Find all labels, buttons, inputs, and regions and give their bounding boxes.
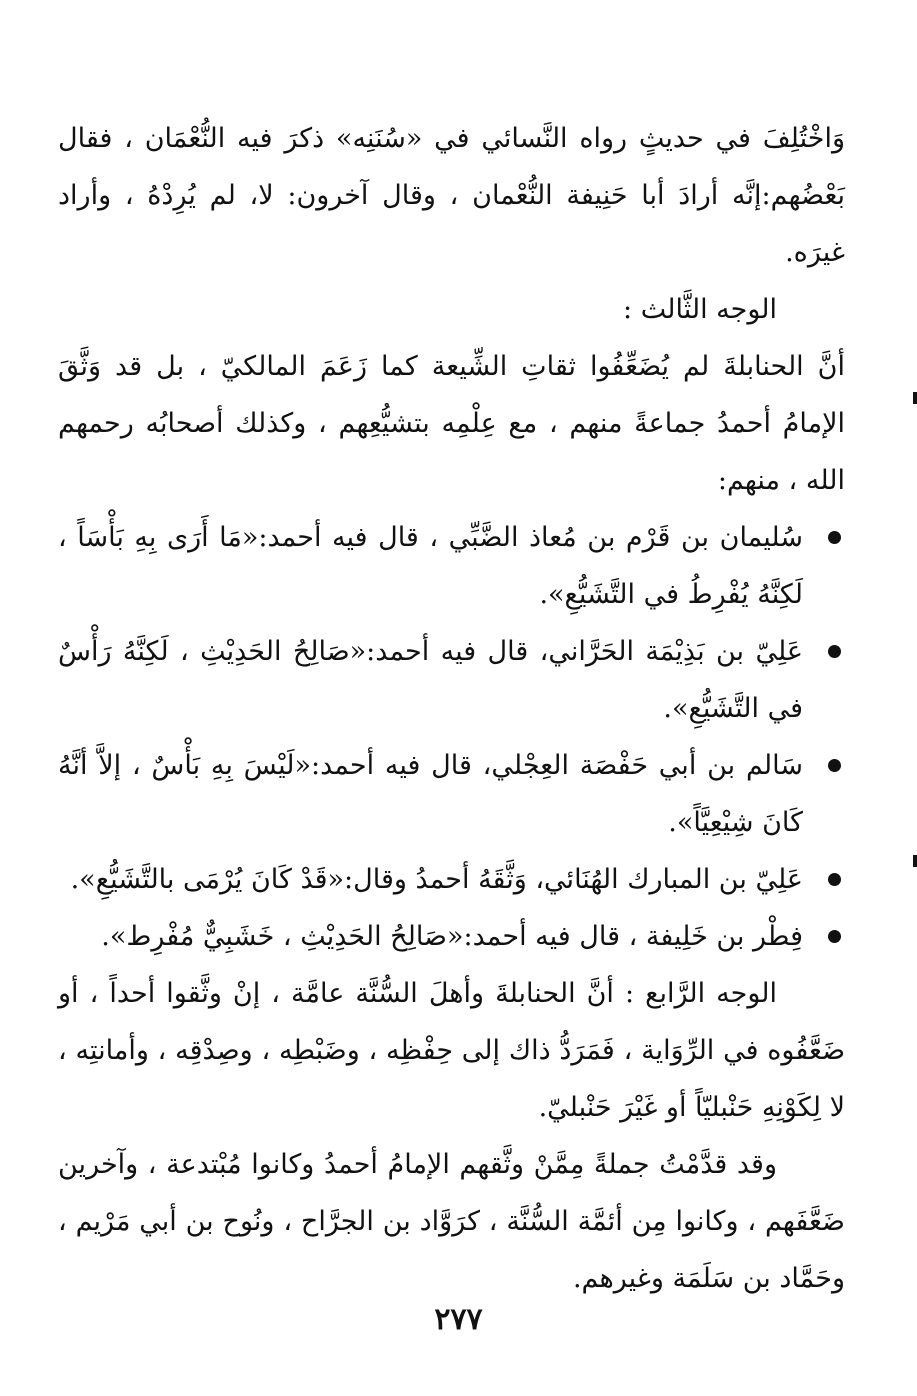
- page-number: ٢٧٧: [434, 1302, 483, 1337]
- narrator-text: سُليمان بن قَرْم بن مُعاذ الضَّبِّي ، قال فيه أحمد:«مَا أَرَى بِهِ بَأْسَاً ، لَكِنَّهُ يُفْرِطُ في التَّشَيُّعِ».: [58, 522, 803, 610]
- list-item: [58, 737, 845, 851]
- list-item: [58, 851, 845, 908]
- paragraph-nasai-narration: وَاخْتُلِفَ في حديثٍ رواه النَّسائي في «سُنَنِه» ذكرَ فيه النُّعْمَان ، فقال بَعْضُهم:إنَّه أرادَ أبا حَنِيفة النُّعْمان ، وقال آخرون: لا، لم يُرِدْهُ ، وأراد غيرَه.: [58, 123, 845, 268]
- bullet-icon: [828, 930, 841, 943]
- narrator-text: فِطْر بن خَلِيفة ، قال فيه أحمد:«صَالِحُ الحَدِيْثِ ، خَشَبِيٌّ مُفْرِط».: [101, 921, 803, 952]
- paragraph-hanabila-reliable-shia: أنَّ الحنابلةَ لم يُضَعِّفُوا ثقاتِ الشِّيعة كما زَعَمَ المالكيّ ، بل قد وَثَّقَ الإمامُ أحمدُ جماعةً منهم ، مع عِلْمِه بتشيُّعِهم ، وكذلك أصحابُه رحمهم الله ، منهم:: [58, 351, 845, 496]
- heading-third-aspect: الوجه الثَّالث :: [623, 294, 777, 325]
- paragraph-previously-mentioned: وقد قدَّمْتُ جملةً مِمَّنْ وثَّقهم الإمامُ أحمدُ وكانوا مُبْتدعة ، وآخرين ضَعَّفَهم ، وكانوا مِن أئمَّة السُّنَّة ، كرَوَّاد بن الجرَّاح ، ونُوح بن أبي مَرْيم ، وحَمَّاد بن سَلَمَة وغيرهم.: [58, 1149, 845, 1294]
- list-item: [58, 908, 845, 965]
- list-item: [58, 623, 845, 737]
- list-item: [58, 509, 845, 623]
- narrator-text: عَلِيّ بن بَذِيْمَة الحَرَّاني، قال فيه أحمد:«صَالِحُ الحَدِيْثِ ، لَكِنَّهُ رَأْسٌ في التَّشَيُّعِ».: [58, 636, 803, 724]
- narrator-text: عَلِيّ بن المبارك الهُنَائي، وَثَّقَهُ أحمدُ وقال:«قَدْ كَانَ يُرْمَى بالتَّشَيُّعِ».: [70, 864, 803, 895]
- narrator-text: سَالم بن أبي حَفْصَة العِجْلي، قال فيه أحمد:«لَيْسَ بِهِ بَأْسٌ ، إلاَّ أنَّهُ كَانَ شِيْعِيَّاً».: [58, 750, 803, 838]
- paragraph-fourth-aspect: الوجه الرَّابع : أنَّ الحنابلةَ وأهلَ السُّنَّة عامَّة ، إنْ وثَّقوا أحداً ، أو ضَعَّفُوه في الرِّوَاية ، فَمَرَدُّ ذاك إلى حِفْظِه ، وضَبْطِه ، وصِدْقِه ، وأمانتِه ، لا لِكَوْنِهِ حَنْبليّاً أو غَيْرَ حَنْبليّ.: [58, 978, 845, 1123]
- bullet-icon: [828, 873, 841, 886]
- narrators-list: [58, 509, 845, 965]
- page-body: [58, 110, 845, 1307]
- bullet-icon: [828, 531, 841, 544]
- scan-edge-mark: [913, 392, 917, 404]
- bullet-icon: [828, 759, 841, 772]
- bullet-icon: [828, 645, 841, 658]
- scan-edge-mark: [913, 855, 917, 867]
